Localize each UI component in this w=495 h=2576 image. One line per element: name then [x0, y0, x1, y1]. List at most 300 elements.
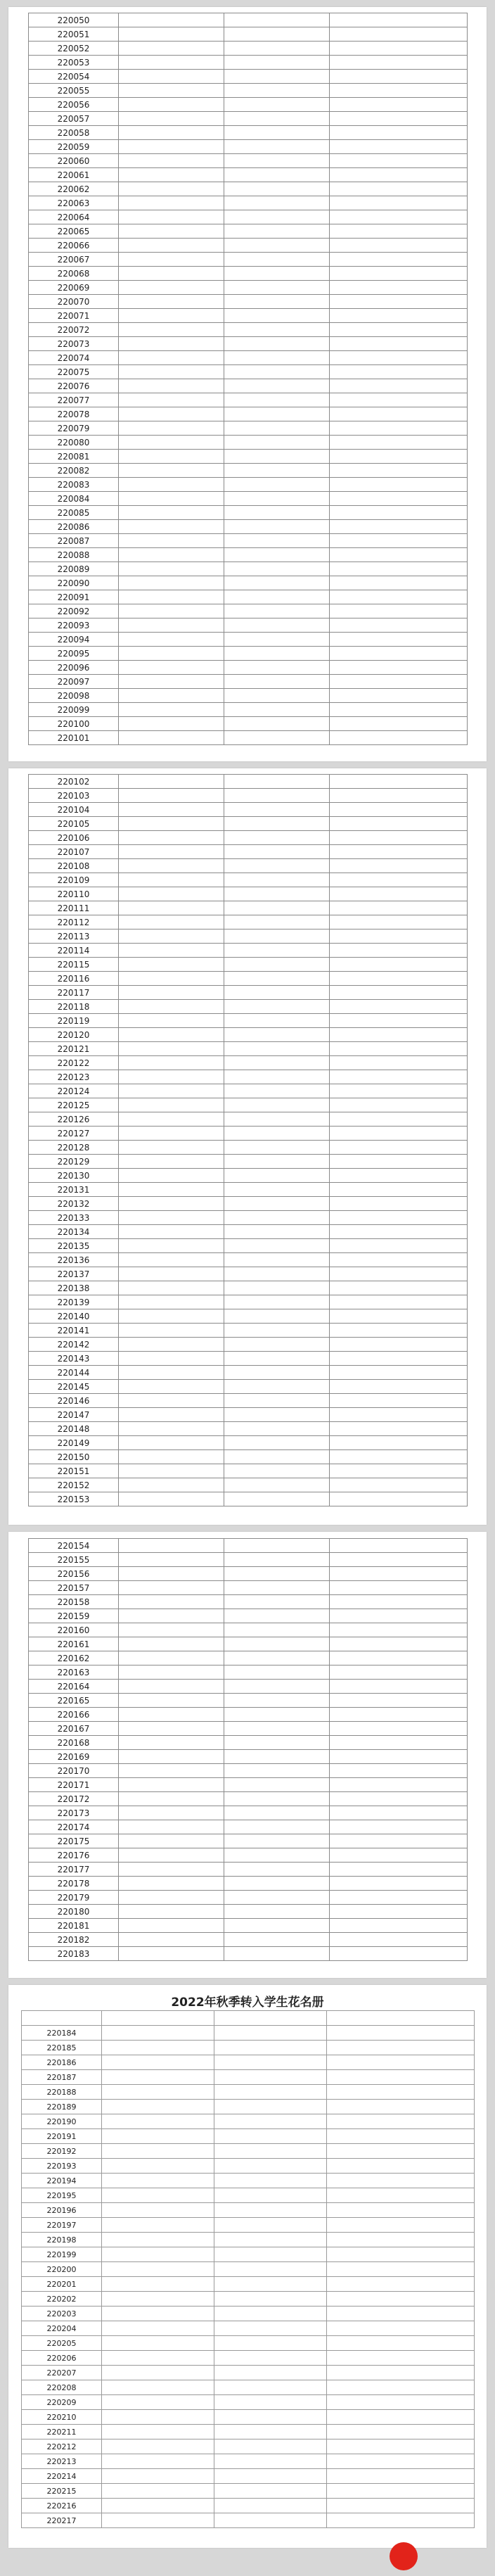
phone-cell: [327, 2085, 475, 2100]
table-row: [29, 1211, 468, 1225]
student-name-cell: [119, 604, 224, 618]
phone-cell: [330, 703, 468, 717]
table-row: [29, 407, 468, 421]
student-name-cell: [119, 393, 224, 407]
student-name-cell: [119, 803, 224, 817]
student-id-cell: 220213: [22, 2454, 102, 2469]
table-row: [22, 2513, 475, 2528]
student-name-cell: [119, 929, 224, 944]
table-row: [29, 1905, 468, 1919]
phone-cell: [330, 887, 468, 901]
phone-cell: [330, 1197, 468, 1211]
student-name-cell: [119, 1267, 224, 1281]
phone-cell: [330, 126, 468, 140]
student-id-cell: 220160: [29, 1623, 119, 1637]
table-row: [29, 590, 468, 604]
phone-cell: [330, 717, 468, 731]
parent-name-cell: [224, 126, 330, 140]
parent-name-cell: [224, 1947, 330, 1961]
table-row: [29, 1736, 468, 1750]
roster-card: [8, 7, 487, 761]
parent-name-cell: [224, 1820, 330, 1834]
parent-name-cell: [224, 845, 330, 859]
student-id-cell: 220186: [22, 2055, 102, 2070]
table-row: [29, 98, 468, 112]
student-name-cell: [119, 1014, 224, 1028]
student-name-cell: [102, 2292, 214, 2307]
student-id-cell: 220126: [29, 1112, 119, 1127]
student-id-cell: 220205: [22, 2336, 102, 2351]
phone-cell: [327, 2410, 475, 2425]
student-name-cell: [119, 1380, 224, 1394]
student-id-cell: 220216: [22, 2499, 102, 2513]
table-row: [29, 703, 468, 717]
table-row: [29, 1352, 468, 1366]
table-row: [29, 70, 468, 84]
student-name-cell: [119, 1366, 224, 1380]
table-row: [29, 1169, 468, 1183]
student-name-cell: [102, 2085, 214, 2100]
table-row: [29, 1806, 468, 1820]
student-id-cell: 220052: [29, 42, 119, 56]
phone-cell: [330, 13, 468, 27]
student-name-cell: [102, 2233, 214, 2247]
parent-name-cell: [214, 2469, 327, 2484]
parent-name-cell: [214, 2499, 327, 2513]
table-row: [29, 1295, 468, 1309]
student-name-cell: [119, 323, 224, 337]
student-id-cell: 220178: [29, 1877, 119, 1891]
student-id-cell: 220059: [29, 140, 119, 154]
student-name-cell: [119, 1141, 224, 1155]
student-id-cell: 220083: [29, 478, 119, 492]
student-id-cell: 220115: [29, 958, 119, 972]
table-row: [29, 478, 468, 492]
student-name-cell: [102, 2070, 214, 2085]
phone-cell: [330, 196, 468, 210]
student-id-cell: 220074: [29, 351, 119, 365]
student-name-cell: [119, 901, 224, 915]
student-name-cell: [102, 2439, 214, 2454]
student-name-cell: [102, 2336, 214, 2351]
parent-name-cell: [224, 1295, 330, 1309]
phone-cell: [330, 675, 468, 689]
phone-cell: [330, 56, 468, 70]
phone-cell: [327, 2321, 475, 2336]
parent-name-cell: [214, 2366, 327, 2380]
parent-name-cell: [214, 2026, 327, 2041]
table-row: [22, 2247, 475, 2262]
phone-cell: [330, 1891, 468, 1905]
student-id-cell: 220151: [29, 1464, 119, 1478]
student-id-cell: 220208: [22, 2380, 102, 2395]
phone-cell: [330, 604, 468, 618]
student-id-cell: 220050: [29, 13, 119, 27]
student-id-cell: 220196: [22, 2203, 102, 2218]
phone-cell: [330, 379, 468, 393]
table-row: [29, 224, 468, 239]
parent-name-cell: [224, 831, 330, 845]
parent-name-cell: [224, 1806, 330, 1820]
student-id-cell: 220174: [29, 1820, 119, 1834]
student-name-cell: [119, 1694, 224, 1708]
phone-cell: [330, 506, 468, 520]
phone-cell: [327, 2233, 475, 2247]
student-id-cell: 220114: [29, 944, 119, 958]
student-name-cell: [119, 1750, 224, 1764]
student-name-cell: [119, 1891, 224, 1905]
parent-name-cell: [224, 1084, 330, 1098]
parent-name-cell: [224, 1366, 330, 1380]
table-row: [29, 958, 468, 972]
parent-name-cell: [224, 1609, 330, 1623]
phone-cell: [330, 1581, 468, 1595]
phone-cell: [330, 534, 468, 548]
phone-cell: [330, 689, 468, 703]
parent-name-cell: [224, 112, 330, 126]
student-name-cell: [119, 1863, 224, 1877]
student-name-cell: [102, 2188, 214, 2203]
student-name-cell: [119, 168, 224, 182]
parent-name-cell: [224, 1891, 330, 1905]
table-row: [29, 1225, 468, 1239]
phone-cell: [330, 70, 468, 84]
parent-name-cell: [224, 1863, 330, 1877]
phone-cell: [330, 210, 468, 224]
phone-cell: [327, 2395, 475, 2410]
student-name-cell: [119, 1042, 224, 1056]
parent-name-cell: [224, 478, 330, 492]
student-name-cell: [119, 407, 224, 421]
table-row: [29, 972, 468, 986]
student-id-cell: 220201: [22, 2277, 102, 2292]
student-id-cell: 220088: [29, 548, 119, 562]
header-name: [102, 2011, 214, 2026]
parent-name-cell: [214, 2233, 327, 2247]
table-row: [29, 1281, 468, 1295]
student-id-cell: 220132: [29, 1197, 119, 1211]
phone-cell: [330, 1450, 468, 1464]
student-name-cell: [119, 1169, 224, 1183]
student-name-cell: [119, 972, 224, 986]
roster-card: [8, 1532, 487, 1978]
student-name-cell: [119, 1736, 224, 1750]
student-name-cell: [119, 1183, 224, 1197]
parent-name-cell: [224, 1736, 330, 1750]
student-name-cell: [119, 1947, 224, 1961]
student-name-cell: [102, 2174, 214, 2188]
student-name-cell: [119, 576, 224, 590]
parent-name-cell: [224, 562, 330, 576]
student-id-cell: 220131: [29, 1183, 119, 1197]
table-row: [29, 337, 468, 351]
student-id-cell: 220149: [29, 1436, 119, 1450]
parent-name-cell: [224, 803, 330, 817]
student-id-cell: 220188: [22, 2085, 102, 2100]
table-row: [29, 168, 468, 182]
student-name-cell: [119, 1422, 224, 1436]
phone-cell: [330, 590, 468, 604]
parent-name-cell: [224, 1680, 330, 1694]
student-id-cell: 220061: [29, 168, 119, 182]
parent-name-cell: [214, 2188, 327, 2203]
phone-cell: [330, 775, 468, 789]
roster-title: 2022年秋季转入学生花名册: [171, 1996, 324, 2010]
table-row: [29, 1450, 468, 1464]
phone-cell: [330, 351, 468, 365]
parent-name-cell: [214, 2307, 327, 2321]
phone-cell: [330, 407, 468, 421]
student-id-cell: 220145: [29, 1380, 119, 1394]
watermark-logo-icon: [390, 2542, 418, 2570]
table-row: [29, 1309, 468, 1324]
student-id-cell: 220164: [29, 1680, 119, 1694]
student-name-cell: [119, 1211, 224, 1225]
student-id-cell: 220095: [29, 647, 119, 661]
phone-cell: [330, 1834, 468, 1848]
phone-cell: [330, 1028, 468, 1042]
student-name-cell: [119, 492, 224, 506]
phone-cell: [330, 1098, 468, 1112]
student-id-cell: 220185: [22, 2041, 102, 2055]
student-id-cell: 220055: [29, 84, 119, 98]
table-row: [29, 1708, 468, 1722]
parent-name-cell: [224, 436, 330, 450]
table-row: [29, 1694, 468, 1708]
student-name-cell: [119, 27, 224, 42]
student-name-cell: [119, 1609, 224, 1623]
phone-cell: [330, 84, 468, 98]
student-id-cell: 220077: [29, 393, 119, 407]
phone-cell: [330, 1112, 468, 1127]
table-row: [22, 2174, 475, 2188]
phone-cell: [330, 731, 468, 745]
phone-cell: [327, 2100, 475, 2114]
student-id-cell: 220101: [29, 731, 119, 745]
phone-cell: [327, 2144, 475, 2159]
parent-name-cell: [224, 267, 330, 281]
student-id-cell: 220056: [29, 98, 119, 112]
phone-cell: [327, 2041, 475, 2055]
student-name-cell: [119, 1239, 224, 1253]
student-name-cell: [102, 2366, 214, 2380]
student-name-cell: [119, 1098, 224, 1112]
phone-cell: [330, 450, 468, 464]
student-name-cell: [119, 689, 224, 703]
parent-name-cell: [224, 281, 330, 295]
phone-cell: [330, 859, 468, 873]
student-id-cell: 220157: [29, 1581, 119, 1595]
table-row: [29, 506, 468, 520]
table-row: [29, 915, 468, 929]
phone-cell: [330, 1651, 468, 1665]
parent-name-cell: [224, 1595, 330, 1609]
student-name-cell: [119, 703, 224, 717]
student-id-cell: 220163: [29, 1665, 119, 1680]
student-name-cell: [102, 2041, 214, 2055]
parent-name-cell: [214, 2144, 327, 2159]
table-row: [29, 1848, 468, 1863]
parent-name-cell: [224, 1338, 330, 1352]
student-id-cell: 220076: [29, 379, 119, 393]
phone-cell: [330, 1352, 468, 1366]
student-name-cell: [119, 1408, 224, 1422]
student-id-cell: 220068: [29, 267, 119, 281]
student-id-cell: 220053: [29, 56, 119, 70]
phone-cell: [330, 253, 468, 267]
phone-cell: [330, 168, 468, 182]
student-name-cell: [102, 2513, 214, 2528]
student-name-cell: [102, 2499, 214, 2513]
student-name-cell: [102, 2114, 214, 2129]
phone-cell: [330, 1127, 468, 1141]
student-name-cell: [119, 661, 224, 675]
phone-cell: [330, 1155, 468, 1169]
phone-cell: [330, 1567, 468, 1581]
student-name-cell: [119, 675, 224, 689]
parent-name-cell: [224, 1834, 330, 1848]
parent-name-cell: [214, 2055, 327, 2070]
student-id-cell: 220194: [22, 2174, 102, 2188]
student-id-cell: 220109: [29, 873, 119, 887]
student-id-cell: 220209: [22, 2395, 102, 2410]
parent-name-cell: [214, 2336, 327, 2351]
student-id-cell: 220127: [29, 1127, 119, 1141]
student-name-cell: [119, 1595, 224, 1609]
parent-name-cell: [224, 239, 330, 253]
student-id-cell: 220204: [22, 2321, 102, 2336]
student-name-cell: [119, 478, 224, 492]
student-id-cell: 220169: [29, 1750, 119, 1764]
student-name-cell: [119, 1792, 224, 1806]
header-id: [22, 2011, 102, 2026]
phone-cell: [330, 873, 468, 887]
table-row: [29, 576, 468, 590]
student-id-cell: 220090: [29, 576, 119, 590]
phone-cell: [330, 1792, 468, 1806]
parent-name-cell: [224, 56, 330, 70]
table-row: [29, 604, 468, 618]
table-row: [29, 1609, 468, 1623]
phone-cell: [330, 789, 468, 803]
student-name-cell: [102, 2218, 214, 2233]
table-row: [29, 633, 468, 647]
roster-table: [28, 13, 468, 745]
transfer-roster-table: [21, 2010, 475, 2528]
student-id-cell: 220097: [29, 675, 119, 689]
phone-cell: [330, 1820, 468, 1834]
parent-name-cell: [224, 675, 330, 689]
parent-name-cell: [224, 1665, 330, 1680]
phone-cell: [330, 1239, 468, 1253]
student-id-cell: 220191: [22, 2129, 102, 2144]
student-id-cell: 220130: [29, 1169, 119, 1183]
student-id-cell: 220161: [29, 1637, 119, 1651]
student-name-cell: [119, 1764, 224, 1778]
table-row: [29, 1141, 468, 1155]
phone-cell: [327, 2292, 475, 2307]
phone-cell: [330, 661, 468, 675]
student-id-cell: 220102: [29, 775, 119, 789]
table-row: [29, 13, 468, 27]
student-id-cell: 220100: [29, 717, 119, 731]
student-name-cell: [119, 915, 224, 929]
student-id-cell: 220107: [29, 845, 119, 859]
student-id-cell: 220051: [29, 27, 119, 42]
table-row: [22, 2144, 475, 2159]
student-name-cell: [119, 859, 224, 873]
watermark: [390, 2542, 489, 2570]
table-row: [29, 1042, 468, 1056]
phone-cell: [327, 2129, 475, 2144]
student-id-cell: 220120: [29, 1028, 119, 1042]
table-row: [22, 2100, 475, 2114]
phone-cell: [330, 1609, 468, 1623]
phone-cell: [330, 1436, 468, 1450]
table-row: [29, 1324, 468, 1338]
phone-cell: [330, 1637, 468, 1651]
table-row: [22, 2484, 475, 2499]
table-row: [29, 859, 468, 873]
student-id-cell: 220087: [29, 534, 119, 548]
student-id-cell: 220134: [29, 1225, 119, 1239]
phone-cell: [330, 140, 468, 154]
parent-name-cell: [224, 1239, 330, 1253]
table-row: [29, 1366, 468, 1380]
phone-cell: [330, 633, 468, 647]
table-row: [29, 1778, 468, 1792]
student-name-cell: [119, 1539, 224, 1553]
parent-name-cell: [224, 901, 330, 915]
table-row: [29, 1581, 468, 1595]
table-row: [22, 2395, 475, 2410]
student-id-cell: 220073: [29, 337, 119, 351]
parent-name-cell: [224, 929, 330, 944]
student-name-cell: [102, 2100, 214, 2114]
table-row: [22, 2366, 475, 2380]
parent-name-cell: [224, 393, 330, 407]
table-row: [29, 901, 468, 915]
phone-cell: [330, 239, 468, 253]
parent-name-cell: [214, 2410, 327, 2425]
phone-cell: [330, 1736, 468, 1750]
table-row: [29, 1338, 468, 1352]
student-id-cell: 220121: [29, 1042, 119, 1056]
phone-cell: [330, 562, 468, 576]
table-row: [29, 1000, 468, 1014]
student-name-cell: [102, 2425, 214, 2439]
phone-cell: [330, 337, 468, 351]
table-row: [22, 2055, 475, 2070]
student-name-cell: [119, 224, 224, 239]
phone-cell: [330, 831, 468, 845]
phone-cell: [330, 1665, 468, 1680]
table-row: [29, 534, 468, 548]
parent-name-cell: [224, 604, 330, 618]
student-id-cell: 220067: [29, 253, 119, 267]
table-row: [29, 1680, 468, 1694]
table-row: [29, 253, 468, 267]
parent-name-cell: [214, 2321, 327, 2336]
student-name-cell: [119, 309, 224, 323]
parent-name-cell: [224, 647, 330, 661]
student-id-cell: 220106: [29, 831, 119, 845]
phone-cell: [330, 915, 468, 929]
table-row: [29, 154, 468, 168]
table-row: [29, 520, 468, 534]
student-name-cell: [102, 2410, 214, 2425]
parent-name-cell: [224, 140, 330, 154]
